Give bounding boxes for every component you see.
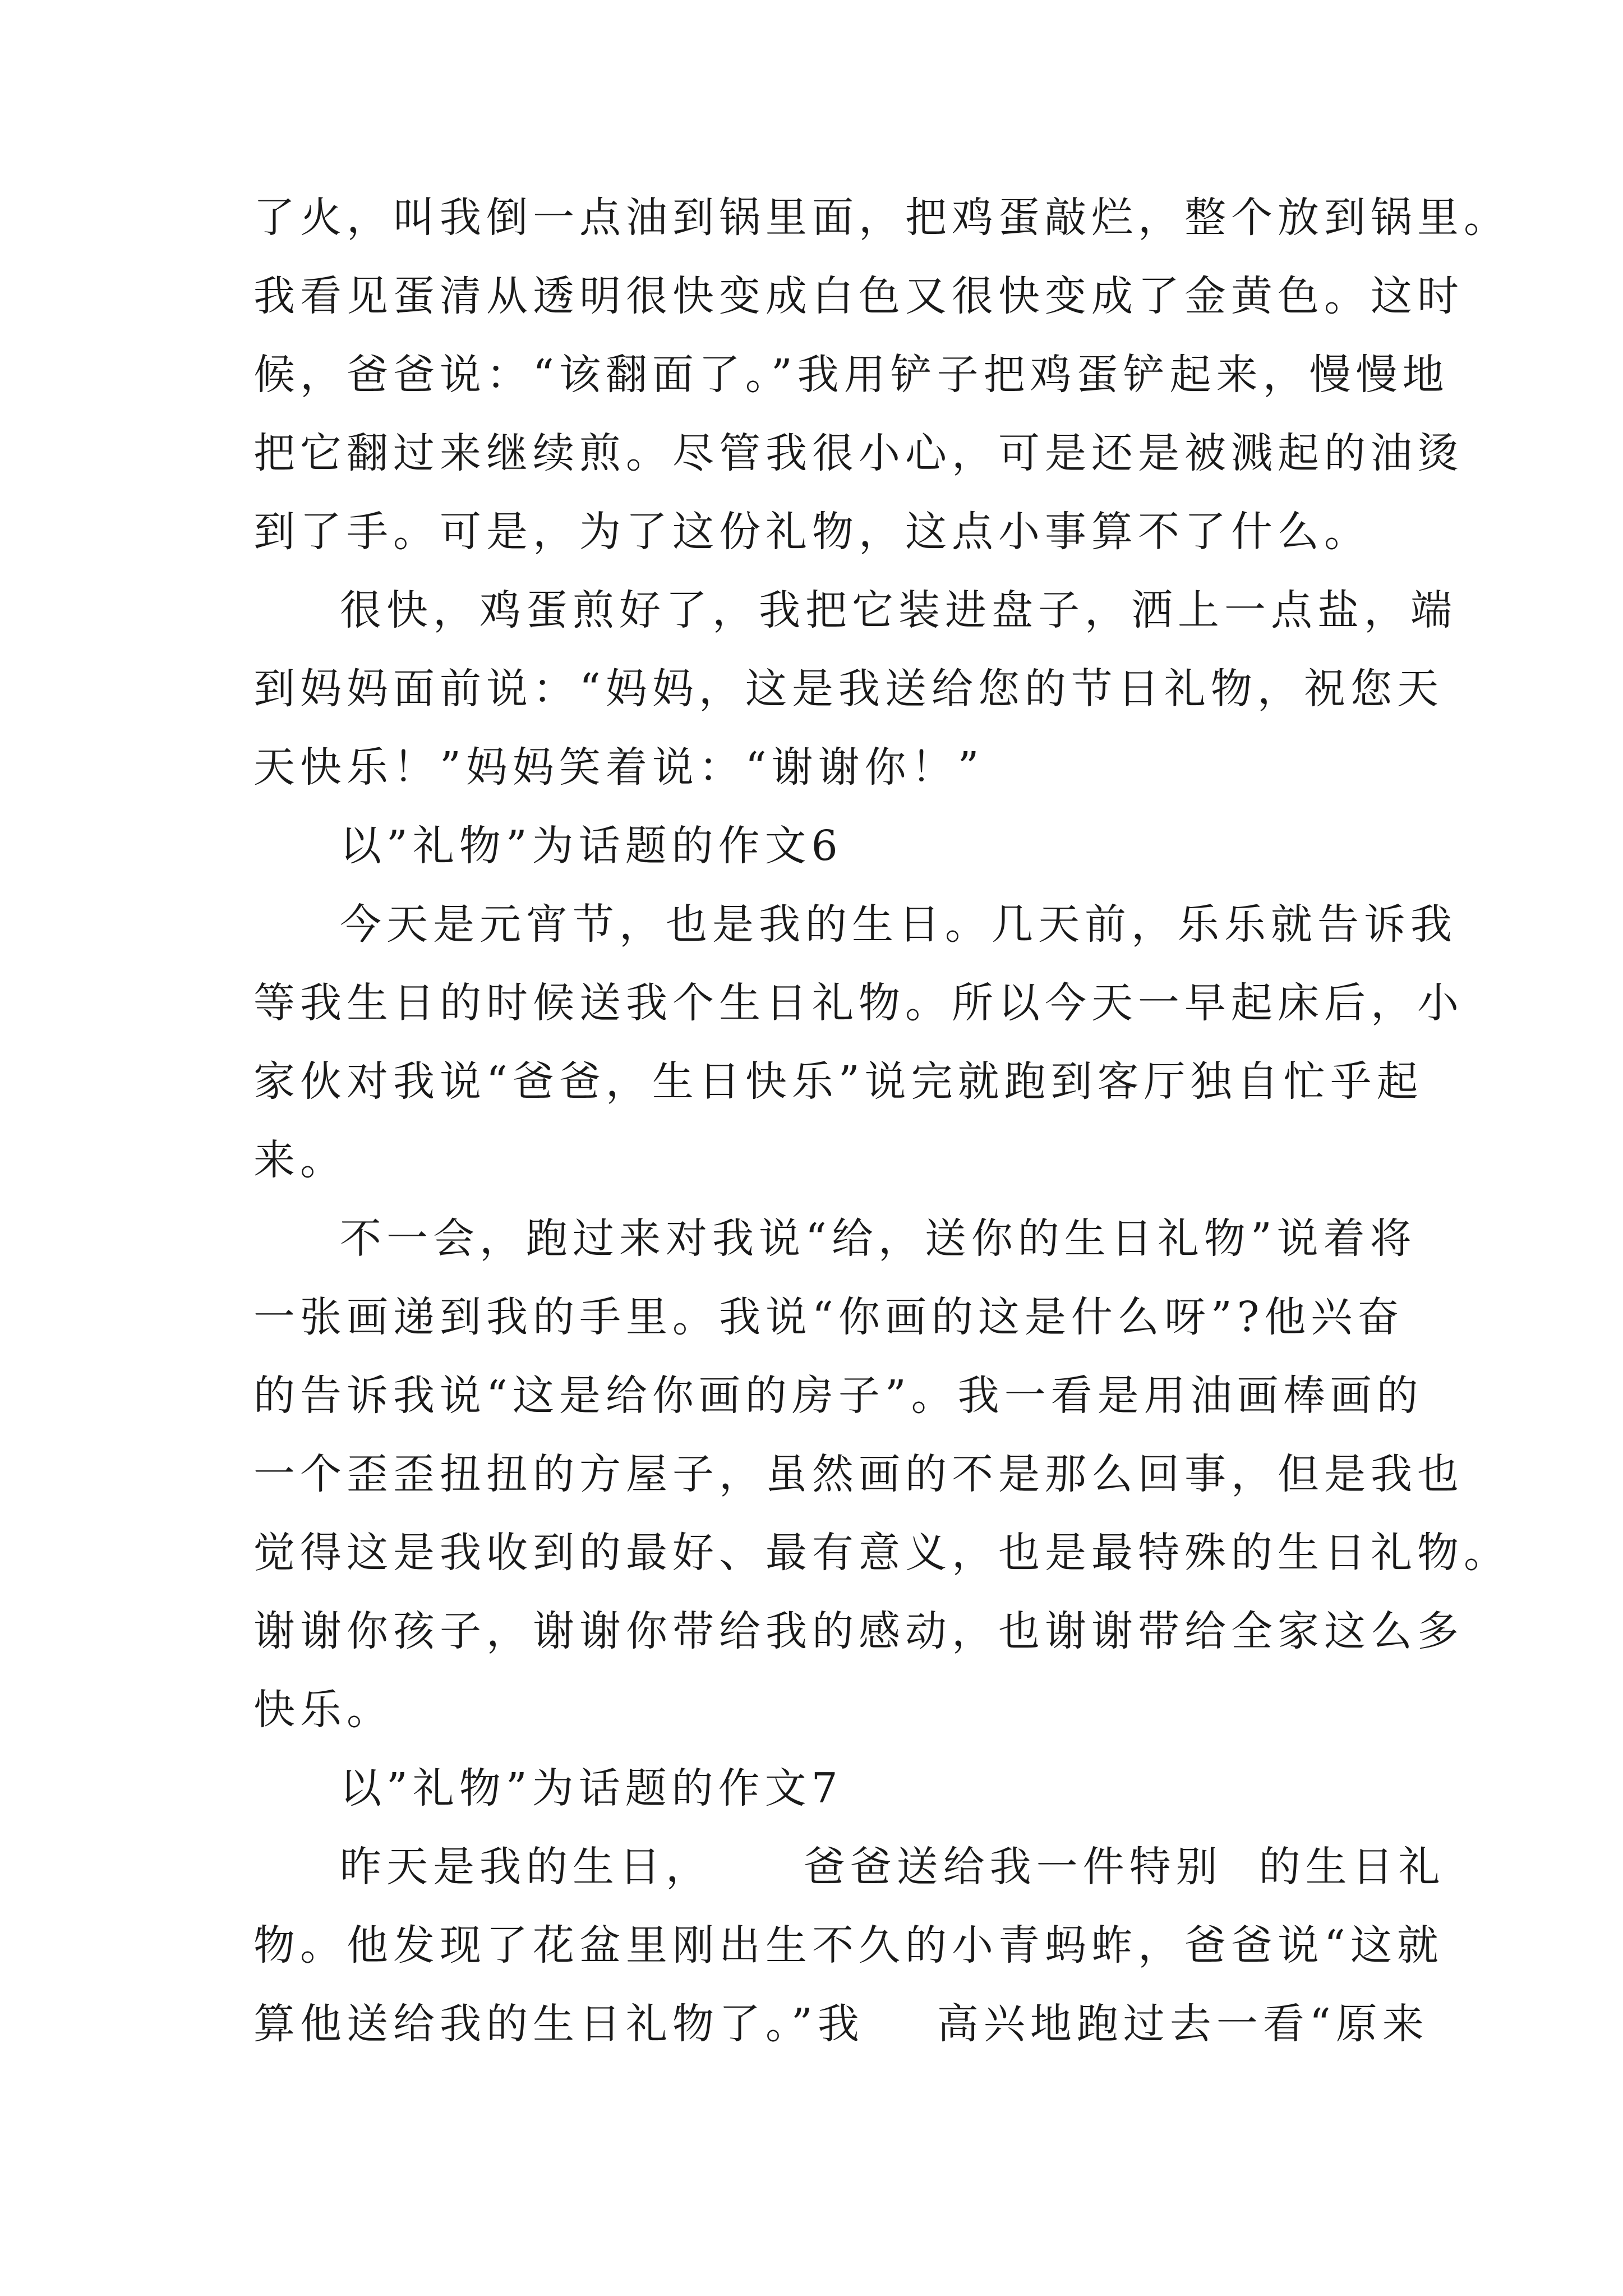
text-line: 到妈妈面前说：“妈妈，这是我送给您的节日礼物，祝您天 — [253, 665, 1444, 713]
text-line: 来。 — [253, 1136, 347, 1184]
text-line: 我看见蛋清从透明很快变成白色又很快变成了金黄色。这时 — [253, 272, 1464, 320]
text-line: 物。他发现了花盆里刚出生不久的小青蚂蚱，爸爸说“这就 — [253, 1921, 1444, 1970]
text-line: 了火，叫我倒一点油到锅里面，把鸡蛋敲烂，整个放到锅里。 — [253, 194, 1510, 242]
section-heading: 以”礼物”为话题的作文7 — [340, 1764, 843, 1812]
text-line: 到了手。可是，为了这份礼物，这点小事算不了什么。 — [253, 508, 1371, 556]
text-line: 不一会，跑过来对我说“给，送你的生日礼物”说着将 — [340, 1214, 1417, 1263]
text-line: 等我生日的时候送我个生日礼物。所以今天一早起床后，小 — [253, 979, 1464, 1027]
text-line: 昨天是我的生日， 爸爸送给我一件特别 的生日礼 — [340, 1843, 1445, 1891]
section-heading: 以”礼物”为话题的作文6 — [340, 822, 843, 870]
text-line: 一张画递到我的手里。我说“你画的这是什么呀”?他兴奋 — [253, 1293, 1404, 1341]
text-line: 把它翻过来继续煎。尽管我很小心，可是还是被溅起的油烫 — [253, 429, 1464, 477]
text-line: 谢谢你孩子，谢谢你带给我的感动，也谢谢带给全家这么多 — [253, 1607, 1464, 1655]
text-line: 算他送给我的生日礼物了。”我 高兴地跑过去一看“原来 — [253, 2000, 1429, 2048]
text-line: 觉得这是我收到的最好、最有意义，也是最特殊的生日礼物。 — [253, 1529, 1510, 1577]
text-line: 的告诉我说“这是给你画的房子”。我一看是用油画棒画的 — [253, 1372, 1423, 1420]
text-line: 候，爸爸说：“该翻面了。”我用铲子把鸡蛋铲起来，慢慢地 — [253, 351, 1449, 399]
text-line: 很快，鸡蛋煎好了，我把它装进盘子，洒上一点盐，端 — [340, 586, 1457, 634]
text-line: 今天是元宵节，也是我的生日。几天前，乐乐就告诉我 — [340, 900, 1457, 949]
text-line: 家伙对我说“爸爸，生日快乐”说完就跑到客厅独自忙乎起 — [253, 1057, 1423, 1106]
text-line: 天快乐！”妈妈笑着说：“谢谢你！” — [253, 743, 984, 792]
text-line: 快乐。 — [253, 1686, 393, 1734]
text-line: 一个歪歪扭扭的方屋子，虽然画的不是那么回事，但是我也 — [253, 1450, 1464, 1498]
